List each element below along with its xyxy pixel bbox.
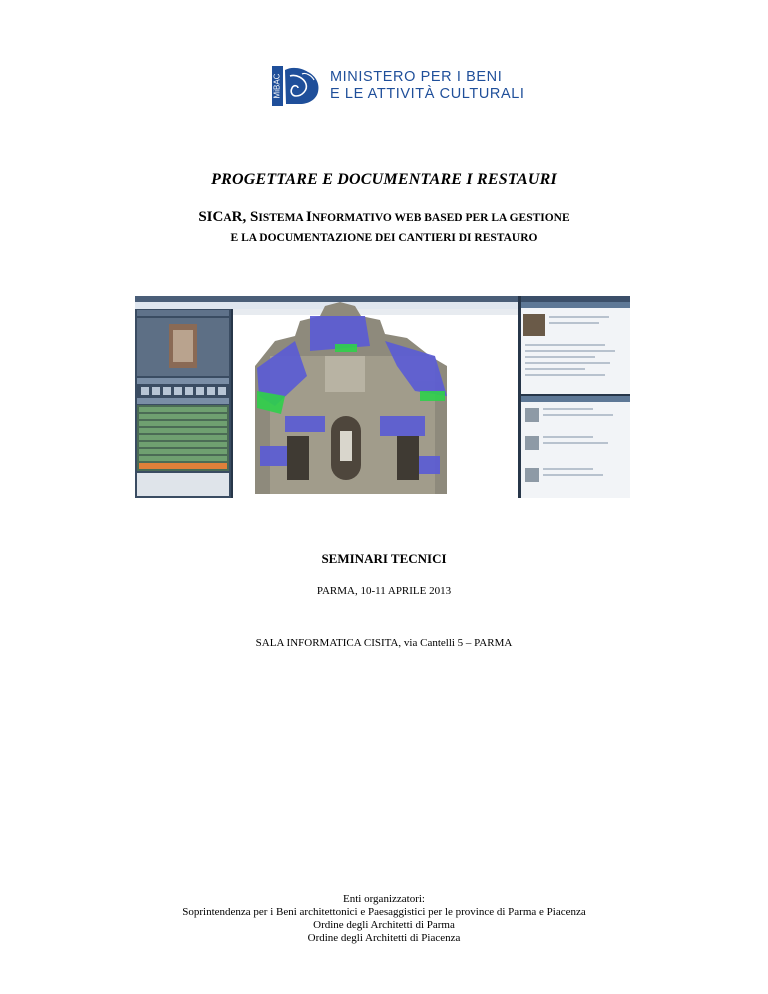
- subtitle-i: I: [305, 209, 312, 225]
- organizers-heading: Enti organizzatori:: [343, 893, 425, 905]
- organizer-item: Soprintendenza per i Beni architettonici e Paesaggistici per le province di Parma e Piacenza: [182, 906, 586, 918]
- logo-line-1: MINISTERO PER I BENI: [330, 69, 503, 85]
- subtitle-istema: ISTEMA: [258, 212, 306, 224]
- subtitle-a: A: [223, 212, 232, 224]
- software-screenshot-sicar-facade: [135, 296, 630, 498]
- seminari-heading: SEMINARI TECNICI: [321, 551, 447, 566]
- subtitle-rest: NFORMATIVO WEB BASED PER LA GESTIONE: [311, 212, 570, 224]
- event-date: PARMA, 10-11 APRILE 2013: [316, 585, 452, 597]
- subtitle-sic: SIC: [198, 209, 224, 225]
- software-screenshot: [135, 296, 630, 498]
- document-title: PROGETTARE E DOCUMENTARE I RESTAURI: [211, 171, 557, 188]
- logo-vertical-text: MiBAC: [272, 73, 282, 99]
- logo-line-2: E LE ATTIVITÀ CULTURALI: [330, 86, 525, 102]
- subtitle-line-2: E LA DOCUMENTAZIONE DEI CANTIERI DI RESTAURO: [230, 232, 538, 244]
- subtitle-r-s: R, S: [231, 209, 259, 225]
- mibac-logo-mark-icon: [272, 66, 322, 106]
- organizer-item: Ordine degli Architetti di Parma: [313, 919, 455, 931]
- subtitle-line-1: [0, 209, 768, 226]
- organizer-item: Ordine degli Architetti di Piacenza: [307, 932, 461, 944]
- organizers-block: [0, 893, 768, 945]
- event-venue: SALA INFORMATICA CISITA, via Cantelli 5 – PARMA: [255, 637, 513, 649]
- ministry-logo: [272, 66, 525, 106]
